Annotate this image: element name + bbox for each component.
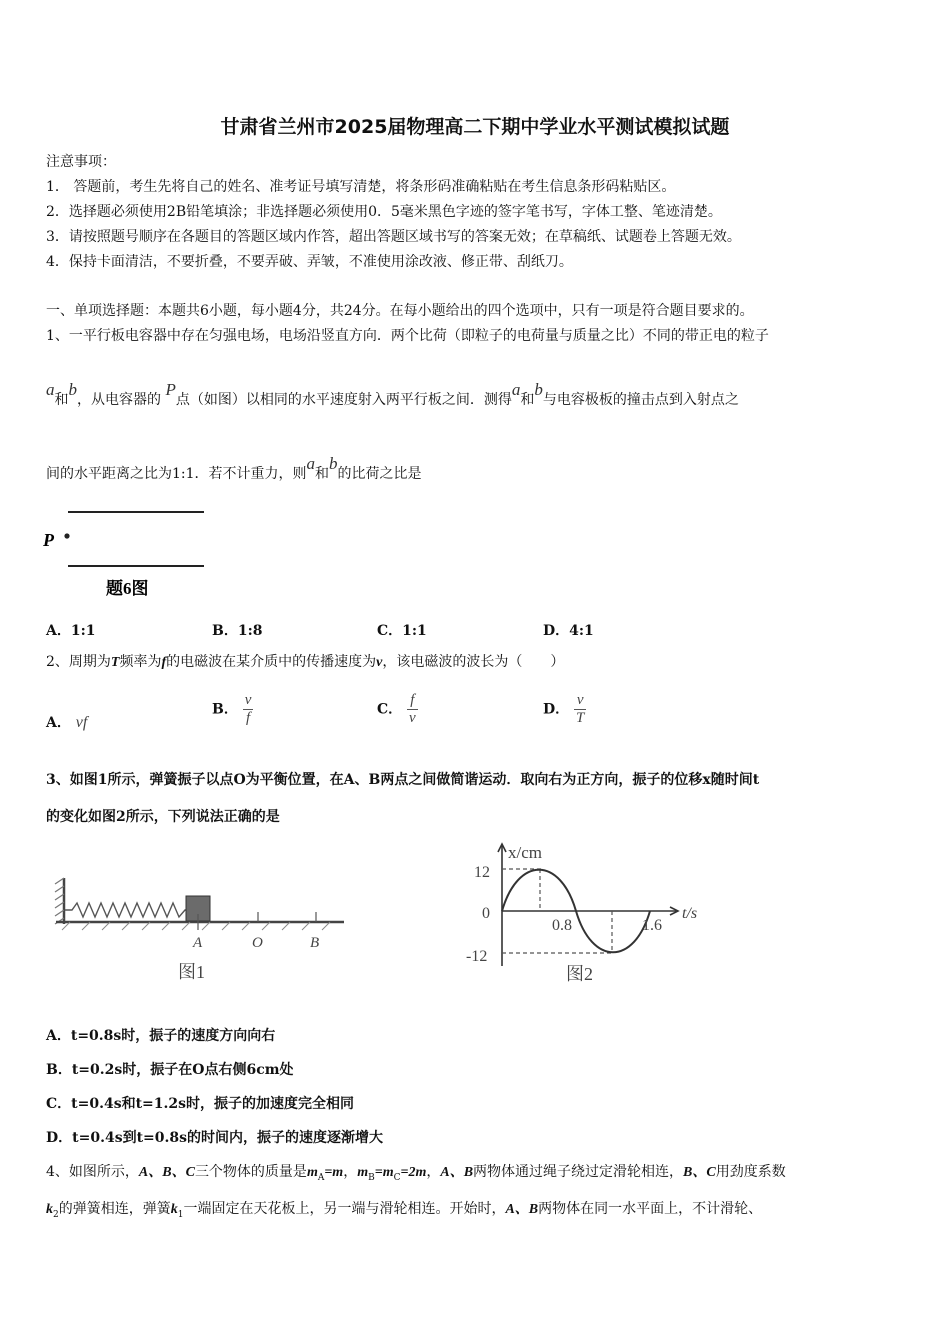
q2-text-1: 2、周期为 bbox=[46, 654, 111, 670]
q1-line-1: 1、一平行板电容器中存在匀强电场，电场沿竖直方向．两个比荷（即粒子的电荷量与质量之比）不同的带正电的粒子 bbox=[46, 328, 769, 344]
y-min-label: -12 bbox=[466, 948, 488, 965]
q1-text-3: 与电容极板的撞击点到入射点之 bbox=[542, 392, 739, 408]
q2-option-c[interactable] bbox=[377, 692, 418, 727]
q2-var-t: T bbox=[110, 655, 120, 670]
q3-figure-2 bbox=[460, 838, 720, 988]
q1-and-3: 和 bbox=[315, 466, 330, 482]
q1-var-a: a bbox=[46, 380, 55, 399]
q4-t17: A、B bbox=[505, 1202, 539, 1217]
q1-var-b: b bbox=[68, 380, 77, 399]
q2-option-d[interactable] bbox=[543, 692, 586, 727]
q4-t5: =m bbox=[324, 1165, 344, 1180]
q2-option-b-den: f bbox=[245, 710, 251, 726]
page-title: 甘肃省兰州市2025届物理高二下期中学业水平测试模拟试题 bbox=[220, 116, 730, 138]
q4-t10: ， bbox=[426, 1164, 441, 1180]
q3-option-a[interactable]: A．t=0.8s时，振子的速度方向向右 bbox=[46, 1028, 276, 1044]
figure-caption: 题6图 bbox=[106, 579, 149, 598]
point-p-dot bbox=[64, 533, 69, 538]
q4-t15: 的弹簧相连，弹簧 bbox=[58, 1201, 171, 1217]
q1-text-5: 的比荷之比是 bbox=[337, 466, 422, 482]
q4-t8: =m bbox=[374, 1165, 394, 1180]
q4-t1: 4、如图所示， bbox=[46, 1164, 139, 1180]
q2-option-d-num: v bbox=[574, 692, 586, 710]
q4-k2: k bbox=[46, 1202, 53, 1217]
q1-option-b[interactable]: B．1:8 bbox=[212, 623, 263, 639]
notice-item-1: 1． 答题前，考生先将自己的姓名、准考证号填写清楚，将条形码准确粘贴在考生信息条形码粘贴区。 bbox=[46, 179, 676, 195]
q1-text-2: 点（如图）以相同的水平速度射入两平行板之间．测得 bbox=[175, 392, 512, 408]
q4-line-1 bbox=[46, 1163, 786, 1187]
label-a: A bbox=[193, 935, 203, 951]
q1-and-2: 和 bbox=[520, 392, 535, 408]
t2-label: 1.6 bbox=[642, 917, 662, 934]
q4-t6: ， bbox=[343, 1164, 358, 1180]
q4-sub-2: 2 bbox=[53, 1209, 59, 1220]
q4-t2: A、B、C bbox=[138, 1165, 195, 1180]
notice-item-4: 4．保持卡面清洁，不要折叠，不要弄破、弄皱，不准使用涂改液、修正带、刮纸刀。 bbox=[46, 254, 573, 270]
q2-option-a-label: A． bbox=[46, 715, 71, 731]
q2-option-d-den: T bbox=[576, 710, 585, 726]
q3-option-c[interactable]: C．t=0.4s和t=1.2s时，振子的加速度完全相同 bbox=[46, 1096, 355, 1112]
q1-option-a[interactable]: A．1:1 bbox=[46, 623, 96, 639]
q4-t11: A、B bbox=[440, 1165, 474, 1180]
x-axis-label: t/s bbox=[682, 905, 698, 922]
q4-t9: =2m bbox=[400, 1165, 427, 1180]
q1-option-d[interactable]: D．4:1 bbox=[543, 623, 594, 639]
q1-line-3 bbox=[46, 454, 422, 484]
q2-var-f: f bbox=[161, 655, 167, 670]
q4-t12: 两物体通过绳子绕过定滑轮相连， bbox=[473, 1164, 684, 1180]
wall-hatch bbox=[55, 878, 64, 924]
q3-option-d[interactable]: D．t=0.4s到t=0.8s的时间内，振子的速度逐渐增大 bbox=[46, 1130, 384, 1146]
q1-text-4: 间的水平距离之比为1:1．若不计重力，则 bbox=[46, 466, 307, 482]
q4-k1: k bbox=[170, 1202, 178, 1217]
q2-stem bbox=[46, 653, 564, 672]
q2-option-c-num: f bbox=[407, 692, 418, 710]
q4-t3: 三个物体的质量是 bbox=[194, 1164, 307, 1180]
q2-option-c-den: v bbox=[409, 710, 416, 726]
q2-option-b-num: v bbox=[244, 692, 252, 708]
q4-sub-a: A bbox=[317, 1172, 325, 1183]
figure-1-caption: 图1 bbox=[178, 962, 205, 982]
q2-text-3: 的电磁波在某介质中的传播速度为 bbox=[166, 654, 377, 670]
q1-text-1: ，从电容器的 bbox=[77, 392, 161, 408]
q4-line-2 bbox=[46, 1200, 762, 1224]
q2-option-c-label: C． bbox=[377, 701, 403, 718]
q2-option-d-fraction bbox=[574, 692, 586, 727]
t1-label: 0.8 bbox=[552, 917, 572, 934]
label-o: O bbox=[252, 935, 263, 951]
q1-and: 和 bbox=[54, 392, 69, 408]
origin-label: 0 bbox=[482, 905, 490, 922]
q2-option-b-fraction bbox=[243, 692, 254, 727]
q4-sub-c: C bbox=[393, 1172, 401, 1183]
q1-var-a3: a bbox=[306, 454, 316, 473]
q1-var-a2: a bbox=[511, 380, 521, 399]
notice-item-2: 2．选择题必须使用2B铅笔填涂；非选择题必须使用0．5毫米黑色字迹的签字笔书写，字体工整、笔迹清楚。 bbox=[46, 204, 722, 220]
q4-sub-b: B bbox=[368, 1172, 375, 1183]
q2-text-2: 频率为 bbox=[119, 654, 162, 670]
figure-2-caption: 图2 bbox=[566, 964, 593, 984]
q4-t14: 用劲度系数 bbox=[715, 1164, 786, 1180]
q2-option-a[interactable] bbox=[46, 712, 87, 732]
q2-option-b[interactable] bbox=[212, 692, 253, 727]
notice-item-3: 3．请按照题号顺序在各题目的答题区域内作答，超出答题区域书写的答案无效；在草稿纸、试题卷上答题无效。 bbox=[46, 229, 741, 245]
spring bbox=[65, 903, 186, 917]
q1-figure bbox=[40, 500, 220, 605]
q4-t7: m bbox=[357, 1165, 369, 1180]
q2-var-v: v bbox=[376, 655, 383, 670]
label-b: B bbox=[310, 935, 320, 951]
q1-var-b3: b bbox=[329, 454, 338, 473]
q1-var-b2: b bbox=[534, 380, 543, 399]
y-axis-label: x/cm bbox=[508, 843, 542, 862]
q4-sub-1: 1 bbox=[177, 1209, 184, 1220]
point-p-label: P bbox=[43, 530, 54, 550]
q2-text-4: ，该电磁波的波长为（ ） bbox=[382, 654, 565, 670]
q4-t13: B、C bbox=[683, 1165, 716, 1180]
q4-t18: 两物体在同一水平面上，不计滑轮、 bbox=[538, 1201, 763, 1217]
q1-option-c[interactable]: C．1:1 bbox=[377, 623, 427, 639]
q2-option-d-label: D． bbox=[543, 701, 570, 718]
y-max-label: 12 bbox=[474, 864, 490, 881]
q4-t4: m bbox=[306, 1165, 318, 1180]
q1-line-2 bbox=[46, 380, 739, 410]
q3-option-b[interactable]: B．t=0.2s时，振子在O点右侧6cm处 bbox=[46, 1062, 294, 1078]
q4-t16: 一端固定在天花板上，另一端与滑轮相连。开始时， bbox=[183, 1201, 506, 1217]
q2-option-b-label: B． bbox=[212, 701, 238, 718]
q2-option-c-fraction bbox=[407, 692, 418, 727]
q3-line-1: 3、如图1所示，弹簧振子以点O为平衡位置，在A、B两点之间做简谐运动．取向右为正方向，振子的位移x随时间t bbox=[46, 772, 760, 788]
q3-figure-1 bbox=[52, 870, 352, 990]
section-heading: 一、单项选择题：本题共6小题，每小题4分，共24分。在每小题给出的四个选项中，只有一项是符合题目要求的。 bbox=[46, 303, 754, 319]
q2-option-a-value: vf bbox=[75, 714, 88, 731]
q3-line-2: 的变化如图2所示，下列说法正确的是 bbox=[46, 809, 280, 825]
q1-var-p: P bbox=[165, 380, 176, 399]
notice-heading: 注意事项： bbox=[46, 154, 116, 170]
